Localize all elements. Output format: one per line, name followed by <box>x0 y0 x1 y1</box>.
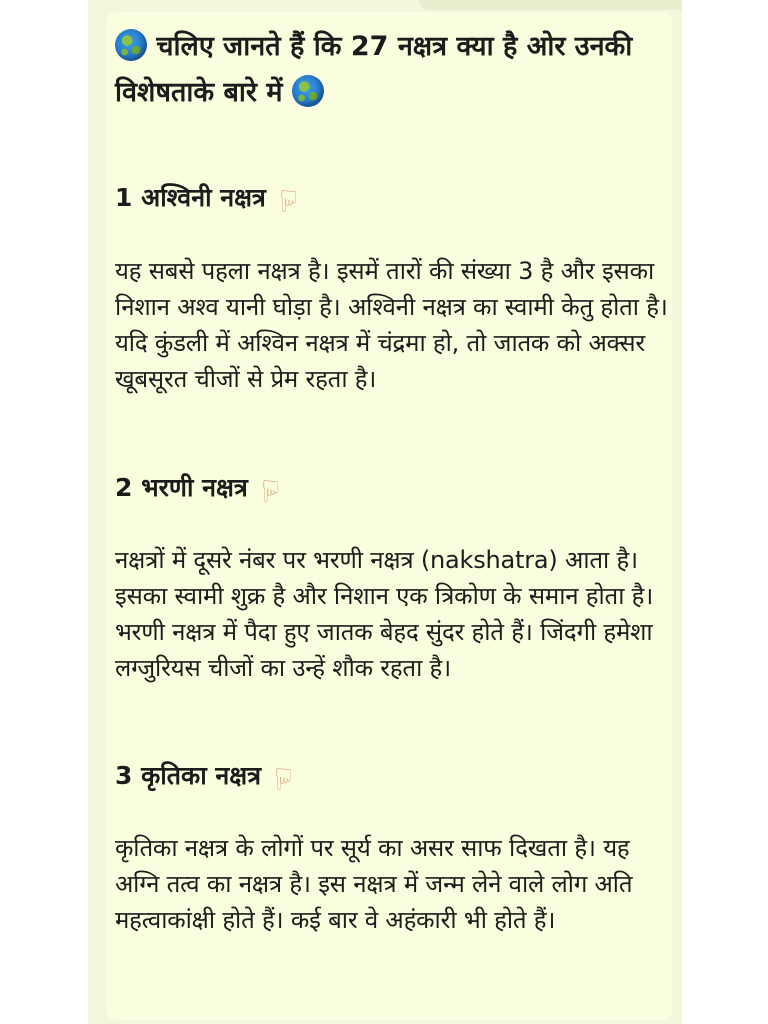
title-text: चलिए जानते हैं कि 27 नक्षत्र क्या है ओर उनकी विशेषताके बारे में <box>115 31 633 108</box>
globe-asia-icon <box>115 29 147 61</box>
section-body-1: यह सबसे पहला नक्षत्र है। इसमें तारों की संख्या 3 है और इसका निशान अश्व यानी घोड़ा है। अश्विनी नक्षत्र का स्वामी केतु होता है। यदि कुंडली में अश्विन नक्षत्र में चंद्रमा हो, तो जातक को अक्सर खूबसूरत चीजों से प्रेम रहता है। <box>115 257 668 393</box>
previous-message-edge <box>418 0 682 10</box>
section-body-3: कृतिका नक्षत्र के लोगों पर सूर्य का असर साफ दिखता है। यह अग्नि तत्व का नक्षत्र है। इस नक्षत्र में जन्म लेने वाले लोग अति महत्वाकांक्षी होते हैं। कई बार वे अहंकारी भी होते हैं। <box>115 834 633 934</box>
section-body-2: नक्षत्रों में दूसरे नंबर पर भरणी नक्षत्र (nakshatra) आता है। इसका स्वामी शुक्र है और निशान एक त्रिकोण के समान होता है। भरणी नक्षत्र में पैदा हुए जातक बेहद सुंदर होते हैं। जिंदगी हमेशा लग्जुरियस चीजों का उन्हें शौक रहता है। <box>115 546 654 682</box>
pointing-down-hand-icon: ☜ <box>266 765 302 793</box>
section-heading-1: 1 अश्विनी नक्षत्र ☜ <box>115 183 307 215</box>
section-heading-3: 3 कृतिका नक्षत्र ☜ <box>115 761 302 793</box>
pointing-down-hand-icon: ☜ <box>271 187 307 215</box>
message-title <box>115 24 655 116</box>
message-bubble[interactable] <box>106 12 672 1020</box>
pointing-down-hand-icon: ☜ <box>253 477 289 505</box>
section-heading-2: 2 भरणी नक्षत्र ☜ <box>115 473 289 505</box>
globe-asia-icon <box>292 75 324 107</box>
chat-frame <box>88 0 682 1024</box>
